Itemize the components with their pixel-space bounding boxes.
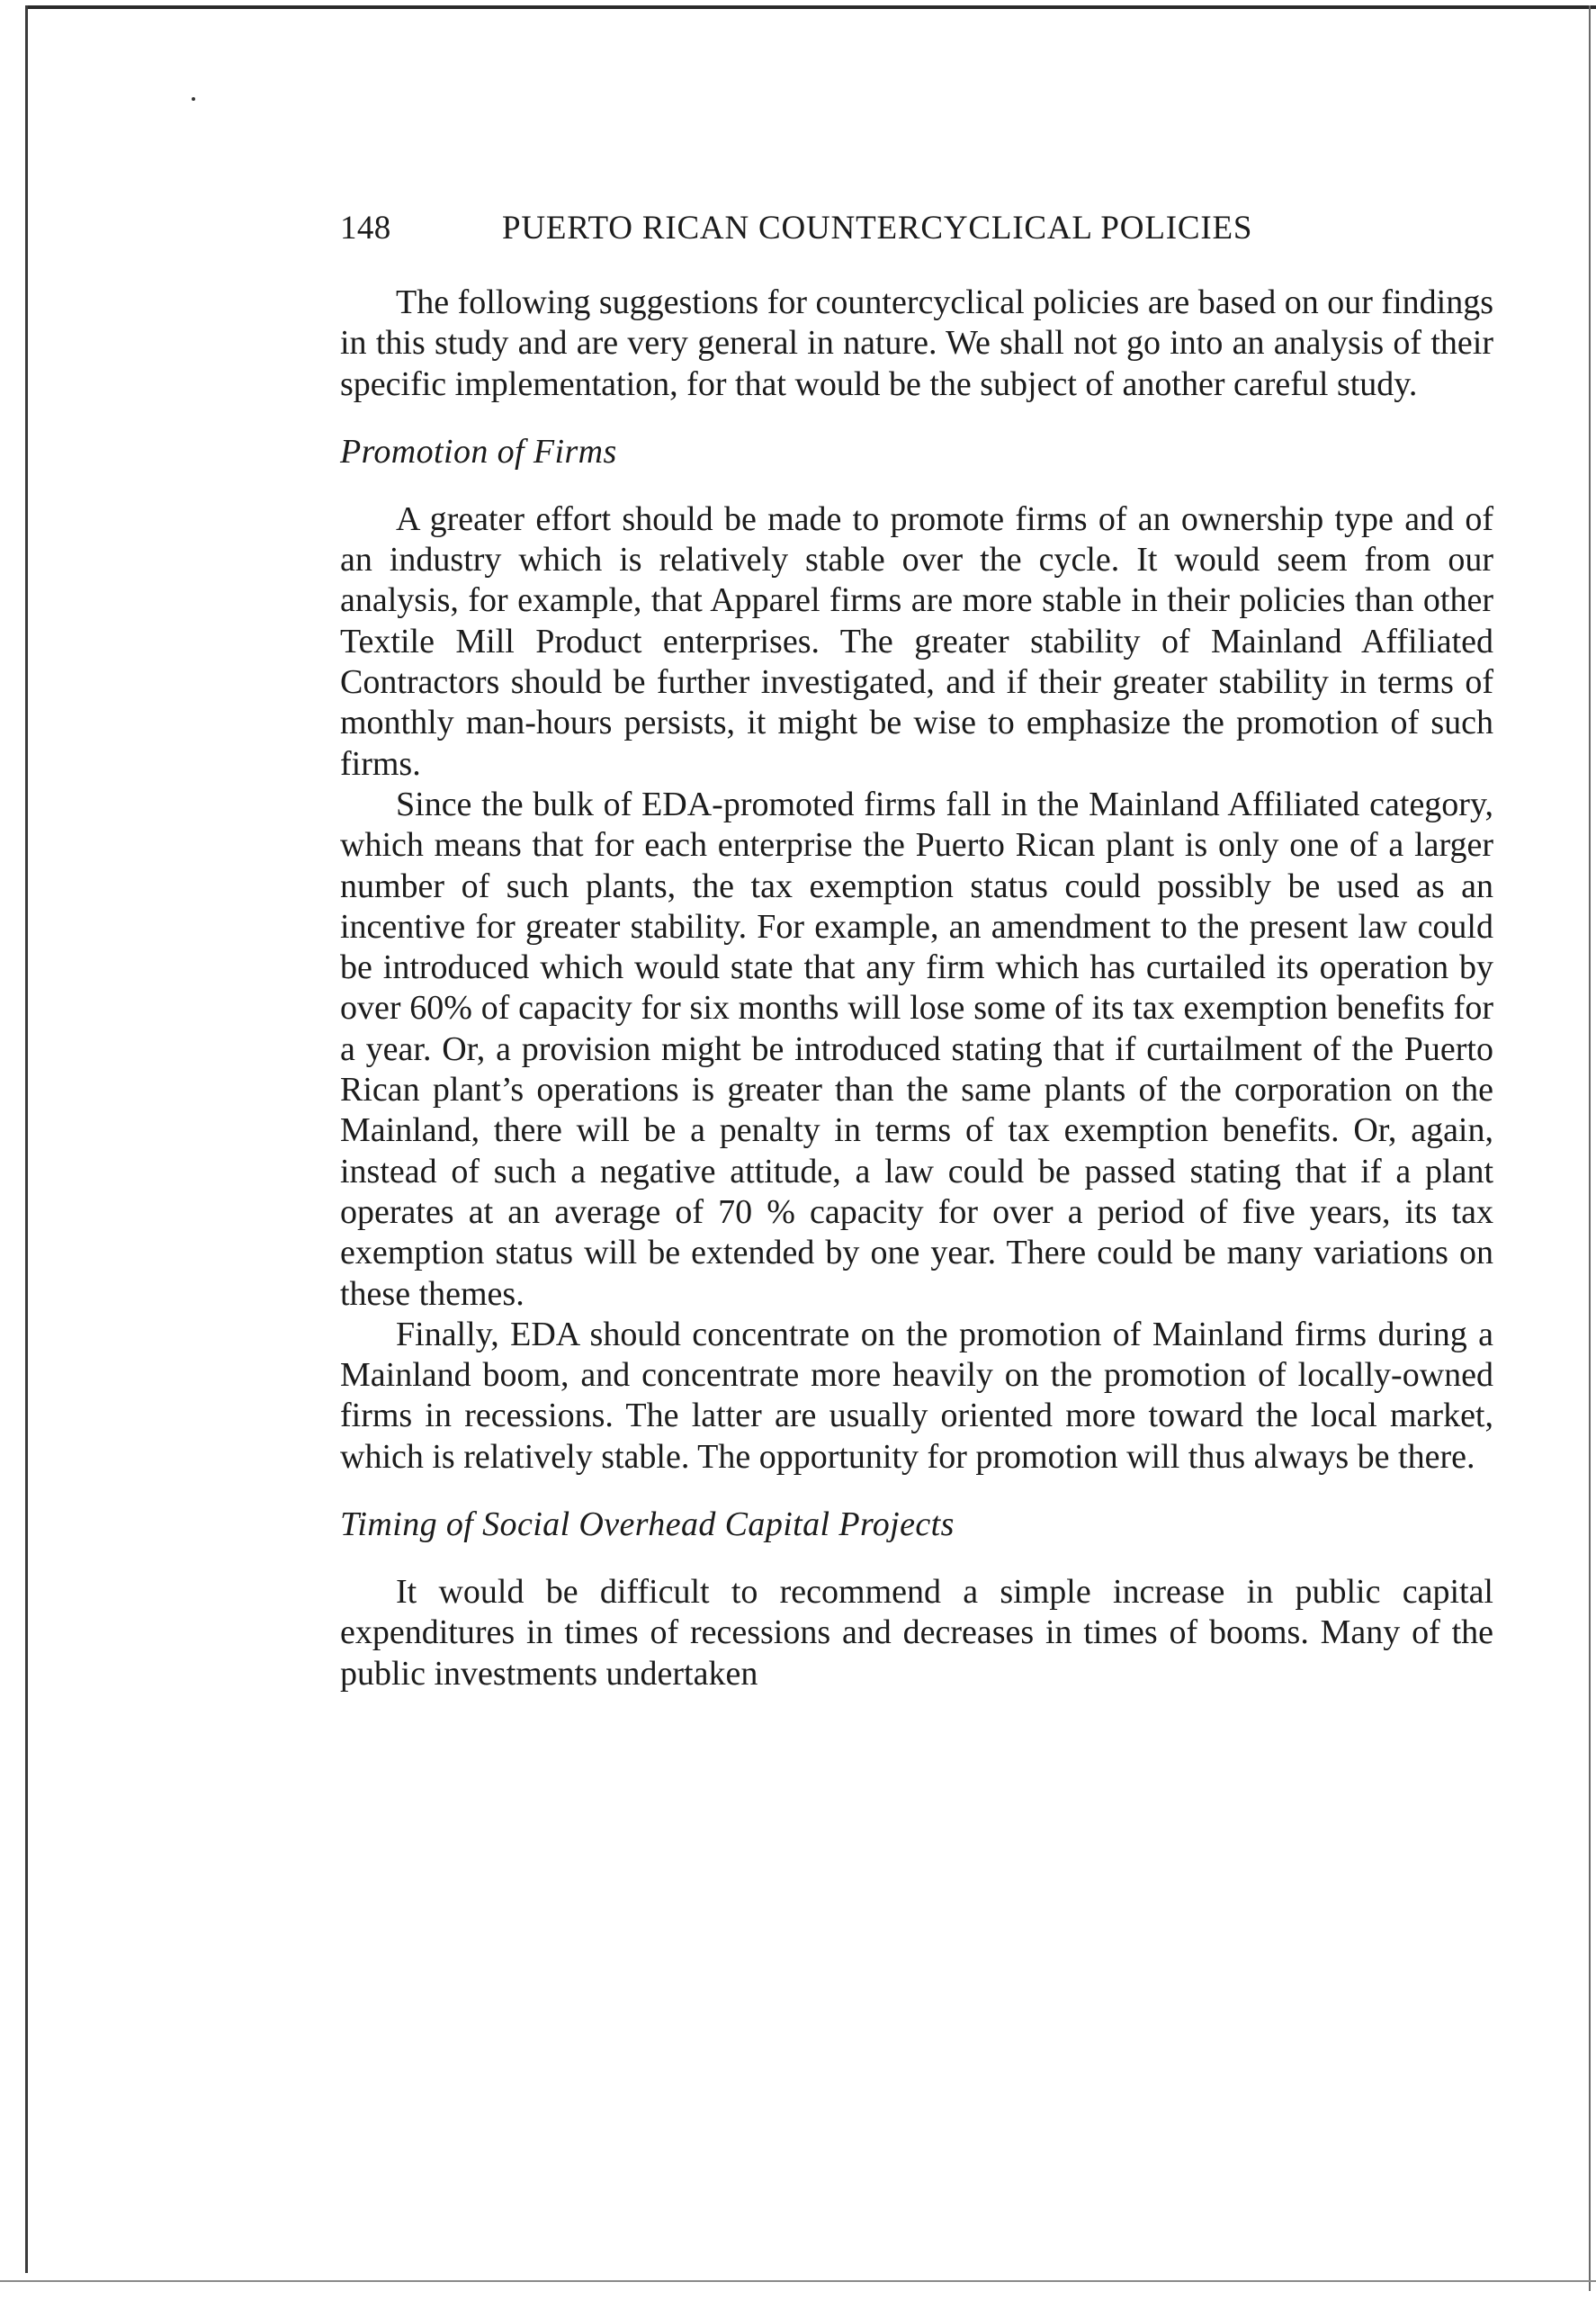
paragraph-tax-exemption: Since the bulk of EDA-promoted firms fall in the Mainland Affiliated category, which means that for each enterprise the Puerto Rican plant is only one of a larger number of such plants, the tax exemption status could possibly be used as an incentive for greater stability. For example, an amendment to the present law could be introduced which would state that any firm which has curtailed its operation by over 60% of capacity for six months will lose some of its tax exemption benefits for a year. Or, a provision might be introduced stating that if curtailment of the Puerto Rican plant’s operations is greater than the same plants of the corporation on the Mainland, there will be a penalty in terms of tax exemption benefits. Or, again, instead of such a negative attitude, a law could be passed stating that if a plant operates at an average of 70 % capacity for over a period of five years, its tax exemption status will be extended by one year. There could be many variations on these themes. [340, 785, 1493, 1313]
paragraph-greater-effort: A greater effort should be made to promote firms of an ownership type and of an industry which is relatively stable over the cycle. It would seem from our analysis, for example, that Apparel firms are more stable in their policies than other Textile Mill Product enterprises. The greater stability of Mainland Affiliated Contractors should be further investigated, and if their greater stability in terms of monthly man-hours persists, it might be wise to emphasize the promotion of such firms. [340, 499, 1493, 783]
scan-border-bottom [0, 2280, 1596, 2282]
running-head [340, 209, 1493, 254]
scan-border-left [25, 5, 28, 2273]
scan-border-right [1589, 5, 1591, 2291]
paragraph-finally-eda: Finally, EDA should concentrate on the promotion of Mainland firms during a Mainland boom, and concentrate more heavily on the promotion of locally-owned firms in recessions. The latter are usually oriented more toward the local market, which is relatively stable. The opportunity for promotion will thus always be there. [340, 1315, 1493, 1476]
scan-speck [192, 97, 195, 101]
section-heading-promotion-of-firms: Promotion of Firms [340, 432, 617, 471]
scan-border-top [27, 5, 1596, 9]
running-title: PUERTO RICAN COUNTERCYCLICAL POLICIES [502, 210, 1253, 247]
page-number: 148 [340, 210, 391, 247]
intro-paragraph: The following suggestions for countercyclical policies are based on our findings in this study and are very general in nature. We shall not go into an analysis of their specific implementation, for that would be the subject of another careful study. [340, 283, 1493, 403]
book-page [340, 209, 1493, 1694]
section-heading-timing-of-projects: Timing of Social Overhead Capital Projects [340, 1505, 955, 1544]
paragraph-public-capital: It would be difficult to recommend a simple increase in public capital expenditures in times of recessions and decreases in times of booms. Many of the public investments undertaken [340, 1573, 1493, 1693]
